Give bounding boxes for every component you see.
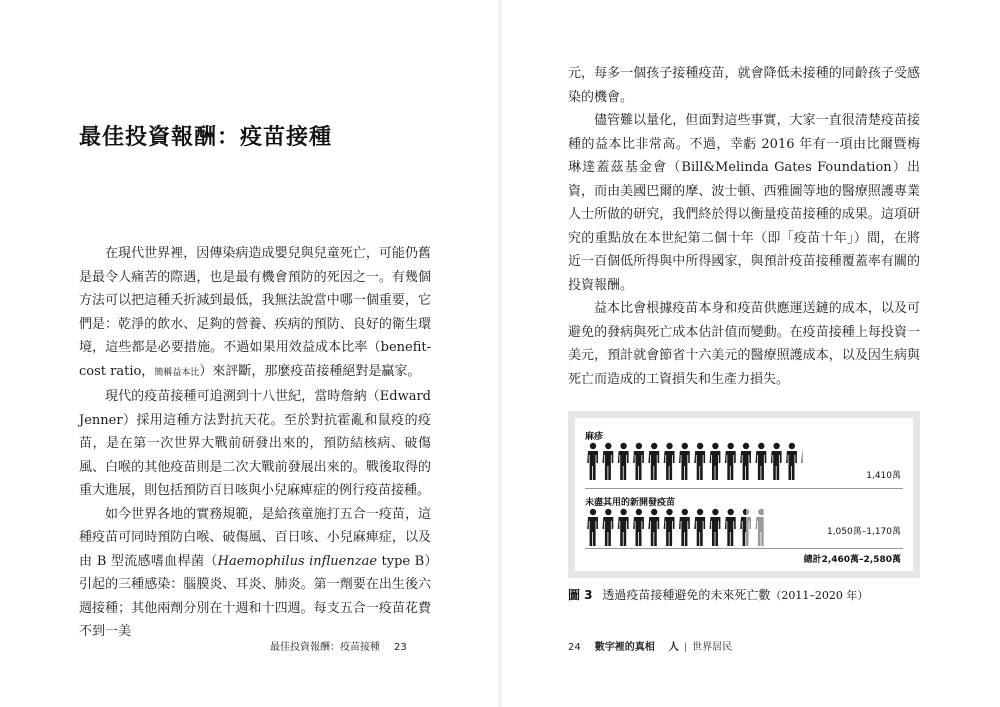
running-head-chapter: 最佳投資報酬：疫苗接種 [270,642,380,653]
left-paragraph-3 [79,503,431,644]
row-2-icons [587,508,849,548]
person-icon [587,509,598,546]
person-icon [694,443,705,480]
species-name: Haemophilus influenzae [217,553,378,569]
person-icon [771,443,782,480]
left-paragraph-3-text: 如今世界各地的實務規範，是給孩童施打五合一疫苗，這種疫苗可同時預防白喉、破傷風、百日咳、小兒麻痺症，以及由 B 型流感嗜血桿菌（ [79,506,431,569]
person-icon [648,509,659,546]
right-paragraph-1: 元，每多一個孩子接種疫苗，就會降低未接種的同齡孩子受感染的機會。 [568,66,920,105]
row-2-value: 1,050萬–1,170萬 [826,527,901,537]
left-paragraph-1-end: ）來評斷，那麼疫苗接種絕對是贏家。 [199,363,421,379]
row-1-icons [587,442,849,482]
person-icon [648,443,659,480]
person-icon [679,443,690,480]
left-body-text [79,242,431,644]
person-icon [756,443,767,480]
chapter-title: 最佳投資報酬：疫苗接種 [79,125,333,150]
figure-caption-range: （2011–2020 年） [770,589,869,602]
abbreviation-note: 簡稱益本比 [154,367,200,378]
person-icon [694,509,705,546]
person-icon [633,443,644,480]
person-icon [664,509,675,546]
left-paragraph-2: 現代的疫苗接種可追溯到十八世紀，當時詹納（Edward Jenner）採用這種方法對抗天花。至於對抗霍亂和鼠疫的疫苗，是在第一次世界大戰前研發出來的，預防結核病、破傷風、白喉的其他疫苗則是二次大戰前發展出來的。戰後取得的重大進展，則包括預防百日咳與小兒麻痺症的例行疫苗接種。 [79,389,431,498]
person-icon [786,443,797,480]
running-head-section: 世界居民 [692,642,733,653]
person-icon [618,509,629,546]
person-icon [740,443,751,480]
total-divider [585,548,903,549]
running-head-part: 人 [668,642,679,653]
right-body-text [568,62,920,391]
right-paragraph-3: 益本比會根據疫苗本身和疫苗供應運送鏈的成本，以及可避免的發病與死亡成本估計值而變動。在疫苗接種上每投資一美元，預計就會節省十六美元的醫療照護成本，以及因生病與死亡而造成的工資損失和生產力損失。 [568,301,920,387]
person-icon [679,509,690,546]
person-icon [756,509,767,546]
running-head-book: 數字裡的真相 [594,642,655,653]
row-2-label: 未盡其用的新開發疫苗 [585,498,676,508]
running-head-separator: | [683,642,688,653]
figure-panel [568,411,920,578]
person-icon [710,509,721,546]
row-1-label: 麻疹 [585,432,604,442]
left-paragraph-1-text: 在現代世界裡，因傳染病造成嬰兒與兒童死亡，可能仍舊是最令人痛苦的際遇，也是最有機會預防的死因之一。有幾個方法可以把這種夭折減到最低，我無法說當中哪一個重要，它們是：乾淨的飲水、足夠的營養、疾病的預防、良好的衛生環境，這些都是必要措施。不過如果用效益成本比率（benefit-cost ratio， [79,246,431,379]
figure-number: 圖 3 [568,588,593,602]
person-icon [725,509,736,546]
person-icon [801,443,812,480]
row-1-value: 1,410萬 [866,471,901,481]
person-icon [618,443,629,480]
right-paragraph-2: 儘管難以量化，但面對這些事實，大家一直很清楚疫苗接種的益本比非常高。不過，幸虧 2016 年有一項由比爾暨梅琳達蓋茲基金會（Bill&Melinda Gates Foundation）出資，而由美國巴爾的摩、波士頓、西雅圖等地的醫療照護專業人士所做的研究，我們終於得以衡量疫苗接種的成果。這項研究的重點放在本世紀第二個十年（即「疫苗十年」）間，在將近一百個低所得與中所得國家，與預計疫苗接種覆蓋率有關的投資報酬。 [568,113,920,293]
person-icon [710,443,721,480]
person-icon [603,509,614,546]
right-folio [568,638,732,653]
person-icon [664,443,675,480]
figure-inner [575,418,913,571]
person-icon [587,443,598,480]
page-number-right: 24 [568,642,581,653]
page-number-left: 23 [394,642,407,653]
row-divider [585,488,903,489]
person-icon [633,509,644,546]
person-icon [740,509,751,546]
person-icon [725,443,736,480]
figure-caption [568,586,868,603]
figure-caption-text: 透過疫苗接種避免的未來死亡數 [602,588,771,602]
figure-total: 總計2,460萬–2,580萬 [803,555,901,565]
left-paragraph-3-end: type B）引起的三種感染：腦膜炎、耳炎、肺炎。第一劑要在出生後六週接種；其他兩劑分別在十週和十四週。每支五合一疫苗花費不到一美 [79,553,431,639]
left-paragraph-1 [79,242,431,385]
left-folio [270,638,421,653]
person-icon [603,443,614,480]
